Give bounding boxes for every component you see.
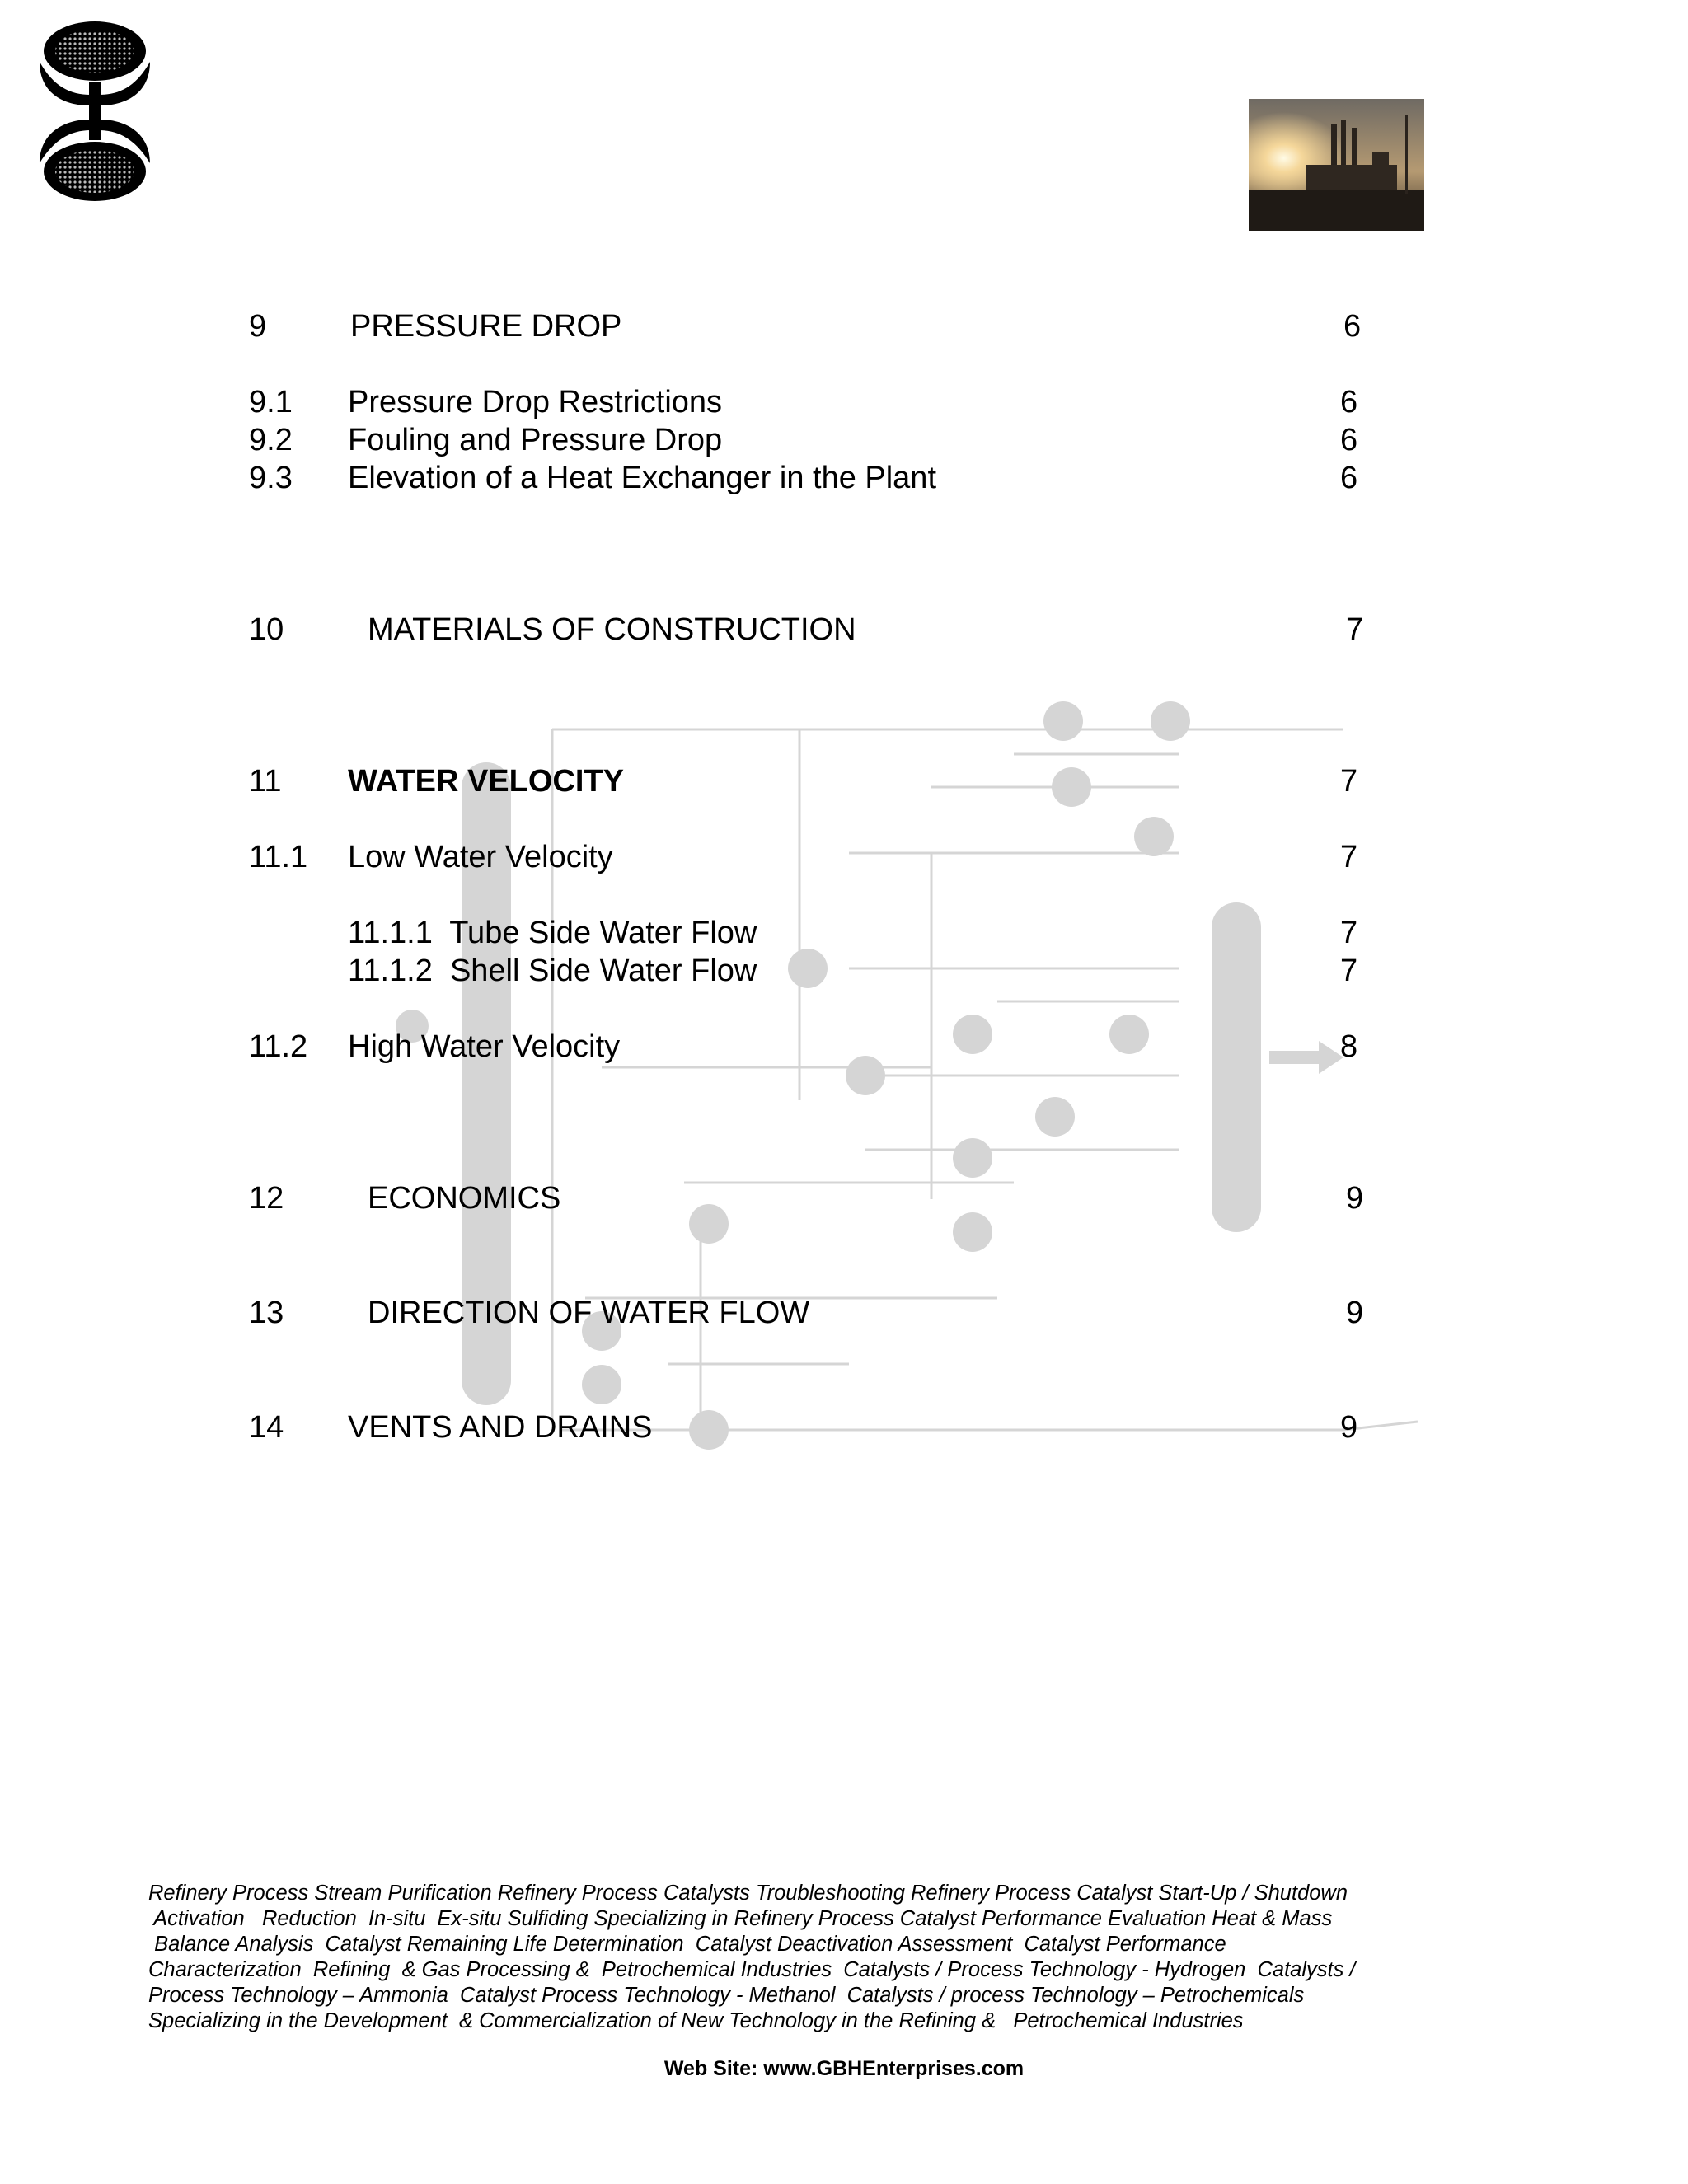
refinery-photo: [1249, 99, 1424, 231]
toc-title: Elevation of a Heat Exchanger in the Plant: [348, 461, 937, 495]
website-link[interactable]: Web Site: www.GBHEnterprises.com: [663, 2057, 1025, 2080]
footer-line: Characterization Refining & Gas Processing & Petrochemical Industries Catalysts / Process Technology - Hydrogen Catalysts /: [148, 1958, 1356, 1981]
footer-line: Activation Reduction In-situ Ex-situ Sulfiding Specializing in Refinery Process Catalyst Performance Evaluation Heat & Mass: [148, 1907, 1333, 1930]
footer-line: Specializing in the Development & Commercialization of New Technology in the Refining & Petrochemical Industries: [148, 2009, 1244, 2032]
process-flow-watermark: [354, 688, 1426, 1496]
toc-title: MATERIALS OF CONSTRUCTION: [368, 612, 856, 647]
toc-page: 6: [1340, 423, 1358, 457]
toc-page: 6: [1340, 461, 1358, 495]
footer-services-text: [148, 1881, 1467, 2034]
toc-title: High Water Velocity: [348, 1029, 621, 1064]
toc-page: 7: [1346, 612, 1364, 647]
toc-page: 7: [1340, 916, 1358, 950]
toc-title: PRESSURE DROP: [350, 309, 622, 344]
toc-number: 11: [249, 764, 282, 799]
toc-number: 14: [249, 1410, 284, 1445]
toc-title: WATER VELOCITY: [348, 764, 624, 799]
toc-page: 9: [1346, 1181, 1364, 1216]
toc-title: DIRECTION OF WATER FLOW: [368, 1296, 810, 1330]
toc-page: 7: [1340, 954, 1358, 988]
toc-page: 9: [1346, 1296, 1364, 1330]
toc-number: 10: [249, 612, 284, 647]
footer-line: Process Technology – Ammonia Catalyst Process Technology - Methanol Catalysts / process Technology – Petrochemicals: [148, 1984, 1305, 2007]
footer-line: Balance Analysis Catalyst Remaining Life Determination Catalyst Deactivation Assessment Catalyst Performance: [148, 1933, 1226, 1956]
toc-page: 8: [1340, 1029, 1358, 1064]
toc-number: 9.2: [249, 423, 293, 457]
toc-number: 12: [249, 1181, 284, 1216]
toc-title: VENTS AND DRAINS: [348, 1410, 653, 1445]
toc-number: 9.1: [249, 385, 293, 419]
toc-number: 13: [249, 1296, 284, 1330]
toc-page: 9: [1340, 1410, 1358, 1445]
toc-title: Fouling and Pressure Drop: [348, 423, 723, 457]
toc-title: 11.1.1 Tube Side Water Flow: [348, 916, 757, 950]
company-logo-icon: [33, 16, 157, 206]
toc-number: 11.2: [249, 1029, 308, 1064]
toc-page: 6: [1343, 309, 1362, 344]
toc-title: ECONOMICS: [368, 1181, 561, 1216]
toc-title: Low Water Velocity: [348, 840, 613, 874]
toc-number: 11.1: [249, 840, 308, 874]
toc-page: 7: [1340, 840, 1358, 874]
toc-number: 9: [249, 309, 267, 344]
toc-number: 9.3: [249, 461, 293, 495]
toc-title: 11.1.2 Shell Side Water Flow: [348, 954, 757, 988]
toc-page: 6: [1340, 385, 1358, 419]
toc-title: Pressure Drop Restrictions: [348, 385, 723, 419]
footer-line: Refinery Process Stream Purification Refinery Process Catalysts Troubleshooting Refinery Process Catalyst Start-Up / Shutdown: [148, 1882, 1348, 1905]
toc-page: 7: [1340, 764, 1358, 799]
